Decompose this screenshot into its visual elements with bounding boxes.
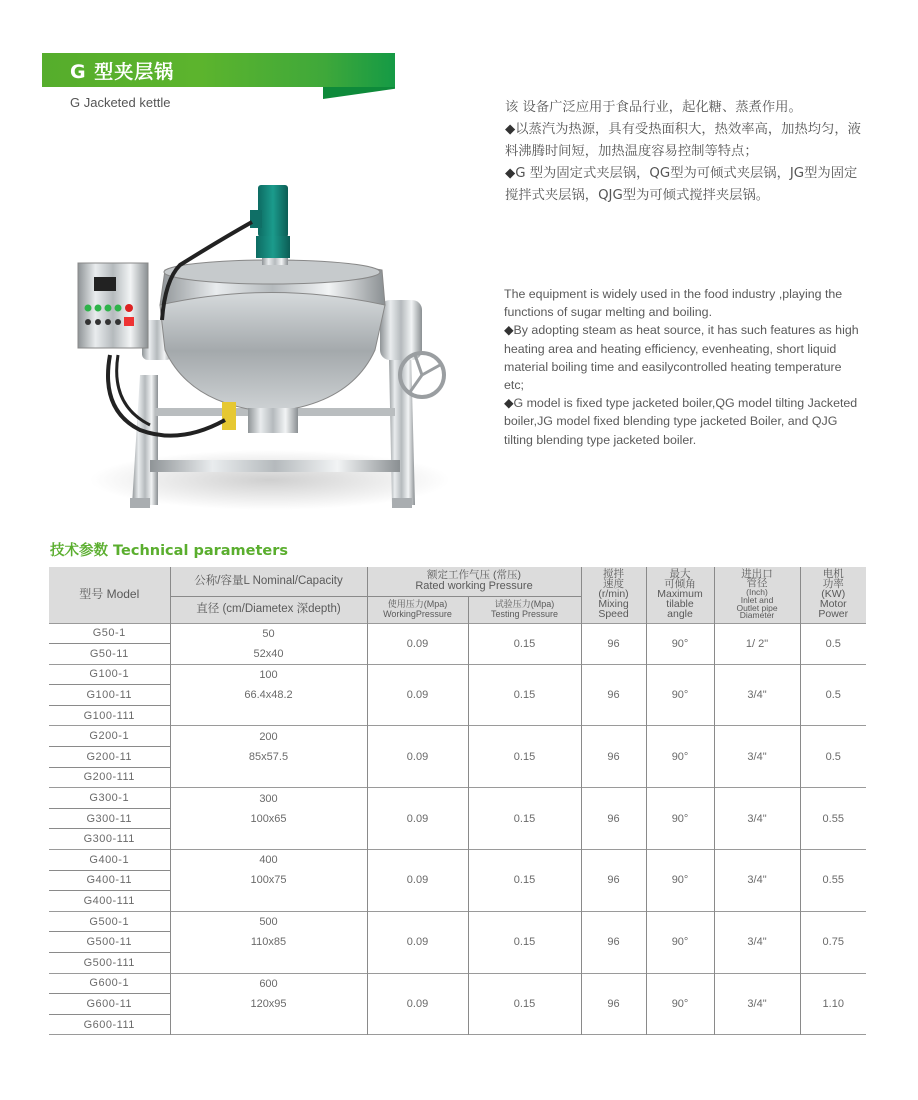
section-title-technical-parameters: 技术参数 Technical parameters [50,543,289,559]
testing-cell: 0.15 [468,623,581,664]
capacity-value: 200 [259,730,278,743]
working-cell: 0.09 [367,664,468,726]
angle-cell: 90° [646,973,714,1035]
description-chinese [505,97,865,207]
header-model: 型号 Model [49,567,170,623]
working-cell: 0.09 [367,973,468,1035]
angle-cell: 90° [646,726,714,788]
model-cell: G600-1 [49,973,170,994]
pipe-cell: 3/4" [714,973,800,1035]
power-cell: 0.75 [800,911,866,973]
model-cell: G300-11 [49,808,170,829]
speed-cell: 96 [581,623,646,664]
angle-cell: 90° [646,623,714,664]
capacity-value: 400 [259,854,278,867]
diameter-value: 120x95 [250,997,287,1010]
diamond-bullet-icon: ◆ [505,122,516,137]
table-row [49,664,866,685]
model-cell: G600-111 [49,1014,170,1035]
capacity-diameter-cell [170,911,367,973]
pipe-cell: 1/ 2" [714,623,800,664]
working-cell: 0.09 [367,623,468,664]
power-cell: 0.5 [800,623,866,664]
capacity-value: 500 [259,916,278,929]
model-cell: G400-1 [49,850,170,871]
power-cell: 0.5 [800,726,866,788]
diamond-bullet-icon: ◆ [504,396,514,411]
model-cell: G50-1 [49,623,170,644]
capacity-diameter-cell [170,664,367,726]
header-testing-pressure: 试验压力(Mpa) Testing Pressure [468,596,581,623]
table-row [49,911,866,932]
title-banner-ribbon [323,87,395,99]
testing-cell: 0.15 [468,664,581,726]
description-en-bullet-1: ◆By adopting steam as heat source, it has such features as high heating area and heating efficiency, evenheating, short liquid material boiling time and easilycontrolled heating temperature etc; [504,323,859,393]
table-row [49,850,866,871]
model-cell: G500-11 [49,932,170,953]
description-en-intro: The equipment is widely used in the food industry ,playing the functions of sugar melting and boiling. [504,287,843,320]
table-bottom-border [49,1035,866,1036]
model-cell: G100-111 [49,705,170,726]
diameter-value: 100x65 [250,812,287,825]
testing-cell: 0.15 [468,911,581,973]
header-tilt-angle: 最大 可倾角 Maximum tilable angle [646,567,714,623]
angle-cell: 90° [646,911,714,973]
diameter-value: 110x85 [250,936,287,949]
pipe-cell: 3/4" [714,726,800,788]
testing-cell: 0.15 [468,788,581,850]
power-cell: 0.55 [800,850,866,912]
model-cell: G500-1 [49,911,170,932]
capacity-diameter-cell [170,850,367,912]
testing-cell: 0.15 [468,973,581,1035]
pipe-cell: 3/4" [714,911,800,973]
table-row [49,973,866,994]
description-cn-intro: 该 设备广泛应用于食品行业，起化糖、蒸煮作用。 [505,100,802,115]
header-capacity: 公称/容量L Nominal/Capacity [170,567,367,596]
testing-cell: 0.15 [468,850,581,912]
description-cn-bullet-1: ◆以蒸汽为热源，具有受热面积大，热效率高，加热均匀，液料沸腾时间短，加热温度容易控制等特点； [505,122,861,159]
capacity-value: 50 [262,627,275,640]
model-cell: G500-111 [49,953,170,974]
angle-cell: 90° [646,850,714,912]
table-body [49,623,866,1035]
model-cell: G200-11 [49,747,170,768]
model-cell: G100-1 [49,664,170,685]
diameter-value: 100x75 [250,874,287,887]
page-title: G 型夹层锅 [70,61,175,83]
technical-parameters-table [49,567,866,1035]
speed-cell: 96 [581,664,646,726]
description-en-bullet-2: ◆G model is fixed type jacketed boiler,QG model tilting Jacketed boiler,JG model fixed blending type jacketed Boiler, and QJG tilting blending type jacketed boiler. [504,396,858,447]
angle-cell: 90° [646,664,714,726]
speed-cell: 96 [581,973,646,1035]
pipe-cell: 3/4" [714,664,800,726]
model-cell: G400-111 [49,891,170,912]
page-subtitle: G Jacketed kettle [70,95,171,110]
header-motor-power: 电机 功率 (KW) Motor Power [800,567,866,623]
diameter-value: 66.4x48.2 [244,689,293,702]
working-cell: 0.09 [367,726,468,788]
testing-cell: 0.15 [468,726,581,788]
capacity-diameter-cell [170,623,367,664]
model-cell: G100-11 [49,685,170,706]
angle-cell: 90° [646,788,714,850]
table-row [49,788,866,809]
table-row [49,623,866,644]
model-cell: G300-111 [49,829,170,850]
power-cell: 0.5 [800,664,866,726]
power-cell: 0.55 [800,788,866,850]
table-header [49,567,866,623]
model-cell: G200-111 [49,767,170,788]
description-english [504,285,864,449]
pipe-cell: 3/4" [714,850,800,912]
model-cell: G400-11 [49,870,170,891]
header-mixing-speed: 搅拌 速度 (r/min) Mixing Speed [581,567,646,623]
model-cell: G50-11 [49,644,170,665]
model-cell: G300-1 [49,788,170,809]
jacketed-kettle-image [70,180,460,520]
working-cell: 0.09 [367,911,468,973]
diamond-bullet-icon: ◆ [504,323,514,338]
capacity-diameter-cell [170,726,367,788]
capacity-value: 100 [259,669,278,682]
speed-cell: 96 [581,850,646,912]
pipe-cell: 3/4" [714,788,800,850]
model-cell: G600-11 [49,994,170,1015]
header-pipe-diameter: 进出口 管径 (Inch) Inlet and Outlet pipe Diameter [714,567,800,623]
model-cell: G200-1 [49,726,170,747]
working-cell: 0.09 [367,850,468,912]
capacity-value: 300 [259,792,278,805]
capacity-value: 600 [259,977,278,990]
diameter-value: 85x57.5 [248,750,289,763]
speed-cell: 96 [581,911,646,973]
speed-cell: 96 [581,788,646,850]
header-working-pressure: 使用压力(Mpa) WorkingPressure [367,596,468,623]
capacity-diameter-cell [170,973,367,1035]
capacity-diameter-cell [170,788,367,850]
working-cell: 0.09 [367,788,468,850]
diamond-bullet-icon: ◆ [505,166,516,181]
power-cell: 1.10 [800,973,866,1035]
table-row [49,726,866,747]
diameter-value: 52x40 [253,647,284,660]
header-diameter: 直径 (cm/Diametex 深depth) [170,596,367,623]
speed-cell: 96 [581,726,646,788]
header-rated-pressure: 额定工作气压 (常压) Rated working Pressure [367,567,581,596]
description-cn-bullet-2: ◆G 型为固定式夹层锅，QG型为可倾式夹层锅，JG型为固定搅拌式夹层锅，QJG型为可倾式搅拌夹层锅。 [505,166,858,203]
